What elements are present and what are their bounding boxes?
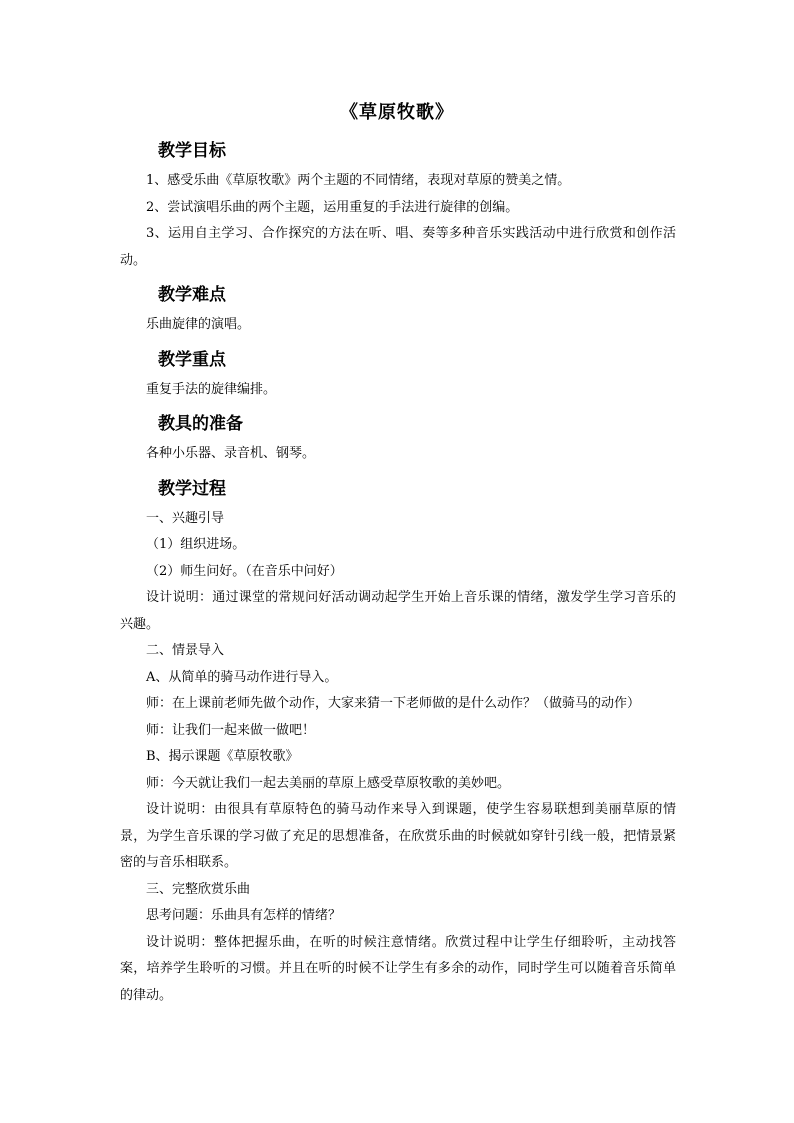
section-heading-focus: 教学重点 bbox=[158, 349, 226, 370]
process-line-10: 师：今天就让我们一起去美丽的草原上感受草原牧歌的美妙吧。 bbox=[146, 775, 511, 791]
focus-text: 重复手法的旋律编排。 bbox=[146, 381, 277, 397]
process-line-11: 设计说明：由很具有草原特色的骑马动作来导入到课题，使学生容易联想到美丽草原的情景，为学生音乐课的学习做了充足的思想准备，在欣赏乐曲的时候就如穿针引线一般，把情景紧密的与音乐相联系。 bbox=[120, 802, 676, 870]
document-body bbox=[120, 136, 676, 1009]
process-line-1: 一、兴趣引导 bbox=[146, 510, 225, 526]
section-heading-materials: 教具的准备 bbox=[158, 414, 243, 434]
document-title: 《草原牧歌》 bbox=[340, 102, 454, 123]
section-heading-goals: 教学目标 bbox=[158, 141, 226, 161]
process-line-14: 设计说明：整体把握乐曲，在听的时候注意情绪。欣赏过程中让学生仔细聆听，主动找答案，培养学生聆听的习惯。并且在听的时候不让学生有多余的动作，同时学生可以随着音乐简单的律动。 bbox=[120, 934, 676, 1003]
process-line-4: 设计说明：通过课堂的常规问好活动调动起学生开始上音乐课的情绪，激发学生学习音乐的兴趣。 bbox=[120, 590, 676, 632]
section-heading-process: 教学过程 bbox=[158, 478, 226, 499]
process-line-12: 三、完整欣赏乐曲 bbox=[146, 881, 251, 897]
process-line-8: 师：让我们一起来做一做吧！ bbox=[146, 722, 316, 738]
section-heading-difficulty: 教学难点 bbox=[158, 285, 226, 305]
process-line-7: 师：在上课前老师先做个动作，大家来猜一下老师做的是什么动作？（做骑马的动作） bbox=[146, 696, 641, 711]
process-line-2: （1）组织进场。 bbox=[146, 537, 246, 552]
difficulty-text: 乐曲旋律的演唱。 bbox=[146, 317, 251, 332]
goal-item-1: 1、感受乐曲《草原牧歌》两个主题的不同情绪，表现对草原的赞美之情。 bbox=[146, 173, 571, 188]
goal-item-2: 2、尝试演唱乐曲的两个主题，运用重复的手法进行旋律的创编。 bbox=[146, 199, 519, 215]
process-line-5: 二、情景导入 bbox=[146, 643, 225, 658]
materials-text: 各种小乐器、录音机、钢琴。 bbox=[146, 446, 316, 461]
process-line-9: B、揭示课题《草原牧歌》 bbox=[146, 749, 299, 764]
process-line-13: 思考问题：乐曲具有怎样的情绪？ bbox=[146, 908, 342, 923]
process-line-6: A、从简单的骑马动作进行导入。 bbox=[146, 669, 338, 685]
process-line-3: （2）师生问好。（在音乐中问好） bbox=[146, 563, 343, 579]
goal-item-3: 3、运用自主学习、合作探究的方法在听、唱、奏等多种音乐实践活动中进行欣赏和创作活动。 bbox=[120, 226, 676, 268]
